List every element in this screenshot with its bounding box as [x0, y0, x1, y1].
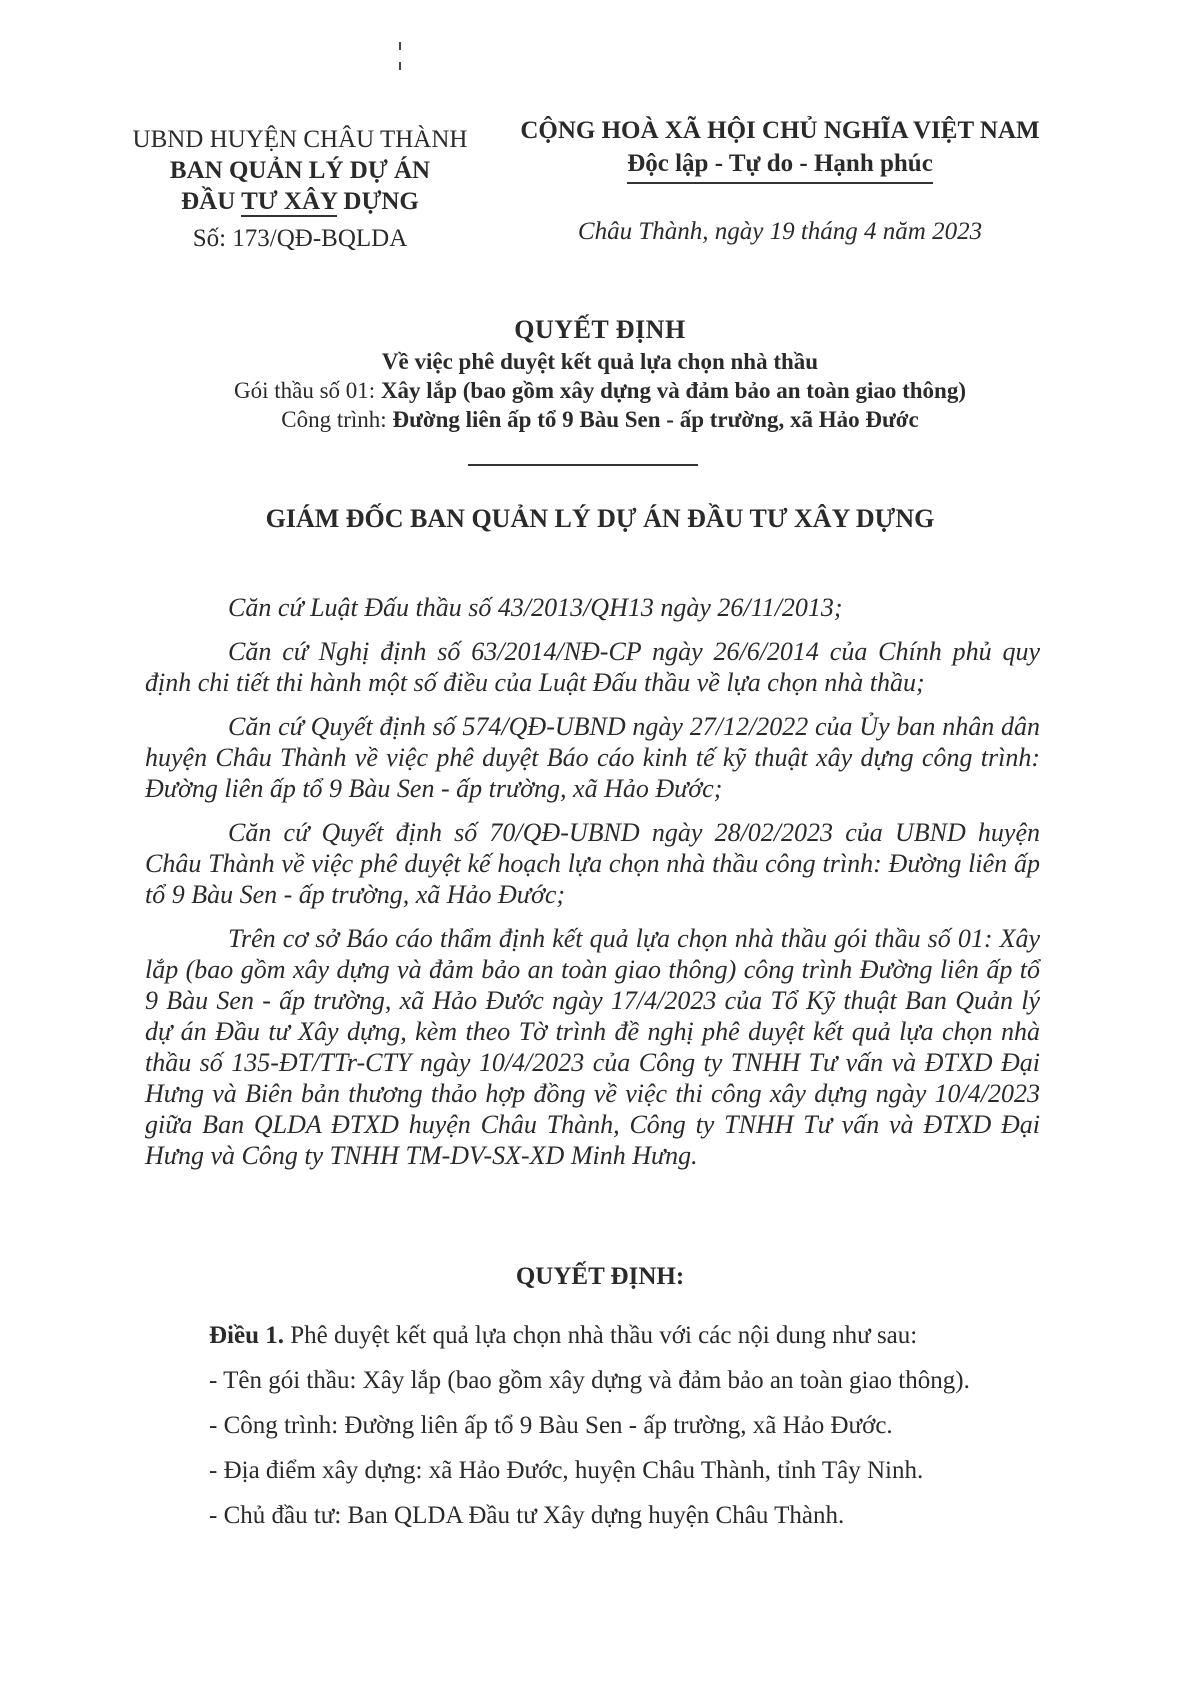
package-line: Gói thầu số 01: Xây lắp (bao gồm xây dựng và đảm bảo an toàn giao thông)	[233, 378, 966, 403]
document-title: QUYẾT ĐỊNH	[514, 315, 686, 344]
issuing-agency-header	[120, 124, 480, 217]
agency-parent: UBND HUYỆN CHÂU THÀNH	[132, 126, 468, 153]
national-header	[500, 114, 1060, 184]
title-divider	[468, 464, 698, 466]
article-1-item: - Chủ đầu tư: Ban QLDA Đầu tư Xây dựng huyện Châu Thành.	[209, 1502, 845, 1529]
preamble	[145, 592, 1040, 1184]
director-heading: GIÁM ĐỐC BAN QUẢN LÝ DỰ ÁN ĐẦU TƯ XÂY DỰNG	[265, 504, 935, 533]
preamble-item: Căn cứ Luật Đấu thầu số 43/2013/QH13 ngày 26/11/2013;	[228, 593, 843, 622]
article-1-intro: Điều 1. Phê duyệt kết quả lựa chọn nhà thầu với các nội dung như sau:	[209, 1322, 918, 1349]
preamble-item: Trên cơ sở Báo cáo thẩm định kết quả lựa chọn nhà thầu gói thầu số 01: Xây lắp (bao gồm xây dựng và đảm bảo an toàn giao thông) công trình Đường liên ấp tổ 9 Bàu Sen - ấp trường, xã Hảo Đước ngày 17/4/2023 của Tổ Kỹ thuật Ban Quản lý dự án Đầu tư Xây dựng, kèm theo Tờ trình đề nghị phê duyệt kết quả lựa chọn nhà thầu số 135-ĐT/TTr-CTY ngày 10/4/2023 của Công ty TNHH Tư vấn và ĐTXD Đại Hưng và Biên bản thương thảo hợp đồng về việc thi công xây dựng ngày 10/4/2023 giữa Ban QLDA ĐTXD huyện Châu Thành, Công ty TNHH Tư vấn và ĐTXD Đại Hưng và Công ty TNHH TM-DV-SX-XD Minh Hưng.	[145, 924, 1040, 1170]
national-motto: Độc lập - Tự do - Hạnh phúc	[627, 147, 933, 184]
document-number: Số: 173/QĐ-BQLDA	[192, 225, 408, 252]
agency-name-line2: ĐẦU TƯ XÂY DỰNG	[181, 188, 419, 215]
agency-name-line1: BAN QUẢN LÝ DỰ ÁN	[169, 157, 431, 184]
preamble-item: Căn cứ Nghị định số 63/2014/NĐ-CP ngày 26/6/2014 của Chính phủ quy định chi tiết thi hành một số điều của Luật Đấu thầu về lựa chọn nhà thầu;	[145, 637, 1040, 697]
document-date: Châu Thành, ngày 19 tháng 4 năm 2023	[577, 218, 983, 245]
national-title: CỘNG HOÀ XÃ HỘI CHỦ NGHĨA VIỆT NAM	[520, 117, 1040, 144]
article-1	[145, 1320, 1040, 1545]
scan-marks	[398, 42, 402, 82]
article-1-item: - Công trình: Đường liên ấp tổ 9 Bàu Sen - ấp trường, xã Hảo Đước.	[209, 1412, 893, 1439]
preamble-item: Căn cứ Quyết định số 70/QĐ-UBND ngày 28/02/2023 của UBND huyện Châu Thành về việc phê duyệt kế hoạch lựa chọn nhà thầu công trình: Đường liên ấp tổ 9 Bàu Sen - ấp trường, xã Hảo Đước;	[145, 818, 1040, 909]
article-1-item: - Địa điểm xây dựng: xã Hảo Đước, huyện Châu Thành, tỉnh Tây Ninh.	[209, 1457, 924, 1484]
document-title-block	[100, 313, 1100, 434]
decision-heading: QUYẾT ĐỊNH:	[515, 1263, 685, 1290]
project-line: Công trình: Đường liên ấp tổ 9 Bàu Sen - ấp trường, xã Hảo Đước	[281, 407, 919, 432]
preamble-item: Căn cứ Quyết định số 574/QĐ-UBND ngày 27/12/2022 của Ủy ban nhân dân huyện Châu Thành về việc phê duyệt Báo cáo kinh tế kỹ thuật xây dựng công trình: Đường liên ấp tổ 9 Bàu Sen - ấp trường, xã Hảo Đước;	[145, 712, 1040, 803]
document-subject: Về việc phê duyệt kết quả lựa chọn nhà thầu	[381, 349, 819, 374]
article-1-item: - Tên gói thầu: Xây lắp (bao gồm xây dựng và đảm bảo an toàn giao thông).	[209, 1367, 970, 1394]
